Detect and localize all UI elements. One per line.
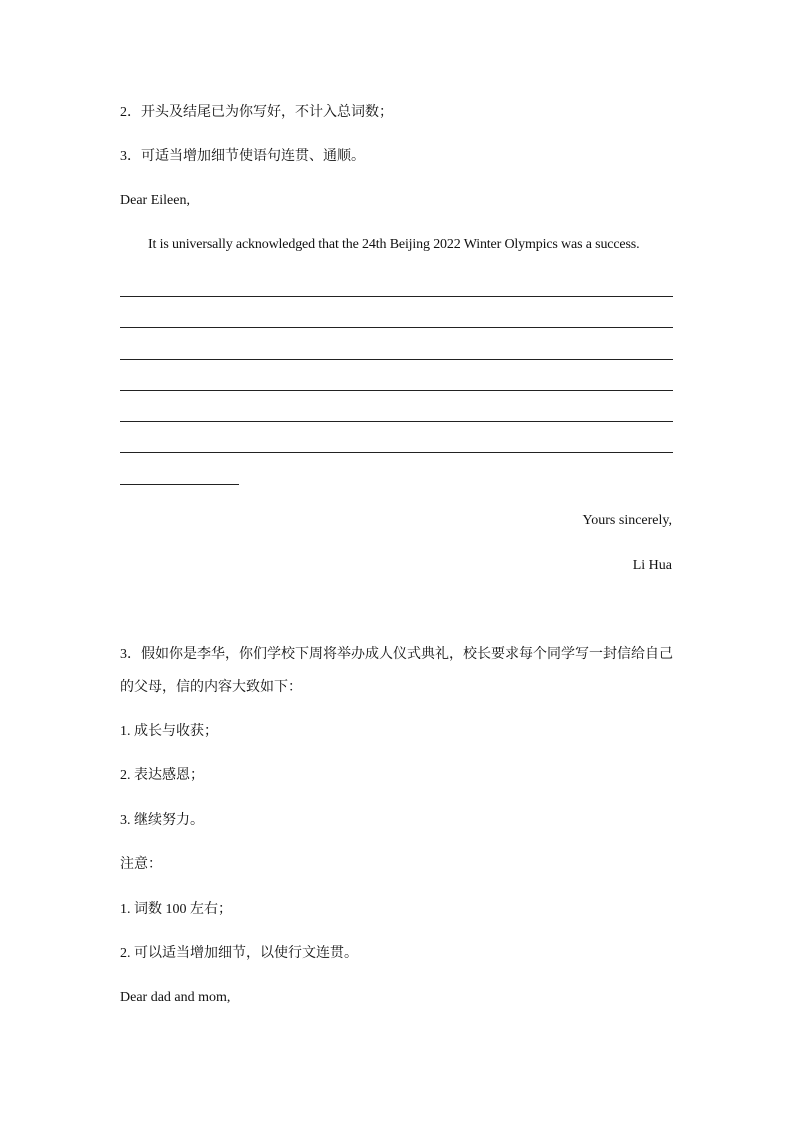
task2-note-1: 1. 词数 100 左右； xyxy=(120,902,232,917)
letter-closing: Yours sincerely, xyxy=(582,513,672,528)
letter-signature: Li Hua xyxy=(632,558,672,573)
answer-line xyxy=(120,421,673,422)
task2-note-2: 2. 可以适当增加细节，以使行文连贯。 xyxy=(120,946,358,961)
task2-point-1: 1. 成长与收获； xyxy=(120,724,218,739)
task2-salutation: Dear dad and mom, xyxy=(120,990,231,1005)
task2-point-3: 3. 继续努力。 xyxy=(120,813,204,828)
answer-line xyxy=(120,359,673,360)
answer-line xyxy=(120,390,673,391)
answer-line xyxy=(120,327,673,328)
letter-opening-sentence: It is universally acknowledged that the 24th Beijing 2022 Winter Olympics was a success. xyxy=(148,237,640,252)
task2-point-2: 2. 表达感恩； xyxy=(120,768,204,783)
requirement-2: 2．开头及结尾已为你写好，不计入总词数； xyxy=(120,105,393,120)
requirement-3: 3．可适当增加细节使语句连贯、通顺。 xyxy=(120,149,365,164)
answer-line xyxy=(120,296,673,297)
letter-salutation: Dear Eileen, xyxy=(120,193,190,208)
task2-prompt-line-1: 3．假如你是李华，你们学校下周将举办成人仪式典礼，校长要求每个同学写一封信给自己 xyxy=(120,647,673,662)
answer-line-short xyxy=(120,484,239,485)
task2-prompt-line-2: 的父母，信的内容大致如下： xyxy=(120,680,302,695)
answer-line xyxy=(120,452,673,453)
task2-note-title: 注意： xyxy=(120,857,162,872)
